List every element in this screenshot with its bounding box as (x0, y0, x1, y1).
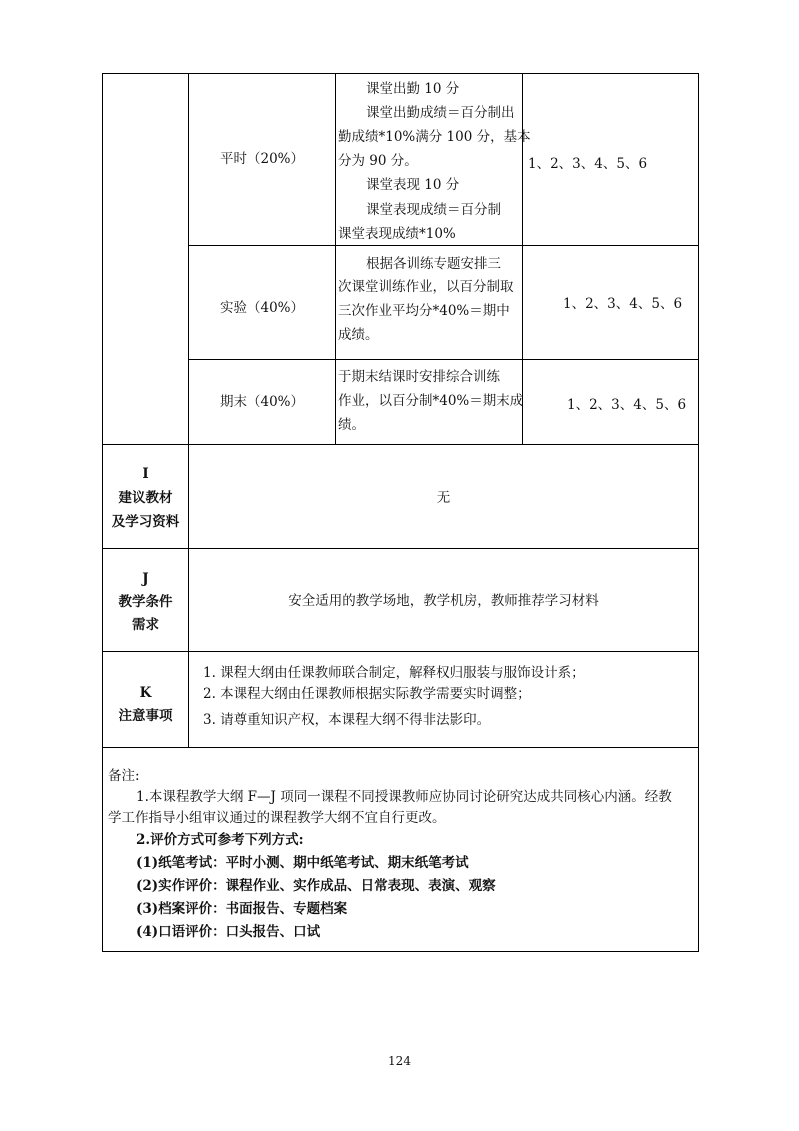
grid-hline-j (102, 548, 698, 549)
assessment-content-line: 于期末结课时安排综合训练 (338, 369, 500, 385)
assessment-content-line: 三次作业平均分*40%＝期中 (338, 303, 510, 319)
section-title: 教学条件 (118, 594, 173, 610)
notice-item: 1. 课程大纲由任课教师联合制定，解释权归服装与服饰设计系； (203, 665, 585, 681)
section-title: 需求 (132, 617, 159, 633)
grid-hline-i (102, 444, 698, 445)
assessment-content-line: 次课堂训练作业，以百分制取 (338, 279, 514, 295)
table-border-bottom (102, 951, 699, 952)
remarks-note: 1.本课程教学大纲 F—J 项同一课程不同授课教师应协同讨论研究达成共同核心内涵。经教 (136, 789, 672, 805)
assessment-objectives: 1、2、3、4、5、6 (563, 296, 683, 312)
assessment-method: (2)实作评价：课程作业、实作成品、日常表现、表演、观察 (136, 878, 496, 894)
table-border-right (698, 73, 699, 952)
assessment-label: 期末（40%） (219, 394, 304, 410)
assessment-label: 实验（40%） (219, 300, 304, 316)
section-letter: K (139, 685, 152, 701)
remarks-note-heading: 2.评价方式可参考下列方式: (136, 832, 304, 848)
assessment-content-line: 绩。 (338, 417, 365, 433)
assessment-content-line: 分为 90 分。 (338, 153, 418, 169)
assessment-label: 平时（20%） (219, 151, 304, 167)
assessment-content-line: 课堂表现成绩＝百分制 (366, 202, 501, 218)
grid-vline-2 (335, 73, 336, 444)
assessment-objectives: 1、2、3、4、5、6 (528, 156, 648, 172)
section-letter: I (142, 466, 149, 482)
grid-vline-1 (188, 73, 189, 444)
page-number: 124 (388, 1054, 411, 1068)
section-title: 建议教材 (118, 490, 173, 506)
assessment-content-line: 课堂表现 10 分 (366, 177, 460, 193)
assessment-content-line: 课堂出勤 10 分 (366, 81, 460, 97)
assessment-content-line: 根据各训练专题安排三 (366, 256, 501, 272)
remarks-note: 学工作指导小组审议通过的课程教学大纲不宜自行更改。 (108, 810, 446, 826)
grid-hline-row2 (188, 359, 698, 360)
remarks-heading: 备注: (108, 768, 140, 784)
section-i-content: 无 (436, 490, 451, 506)
table-border-top (102, 73, 698, 74)
section-title: 及学习资料 (111, 514, 180, 530)
section-letter: J (142, 571, 149, 587)
grid-hline-remarks (102, 747, 698, 748)
assessment-content-line: 成绩。 (338, 327, 379, 343)
assessment-objectives: 1、2、3、4、5、6 (567, 397, 687, 413)
notice-item: 2. 本课程大纲由任课教师根据实际教学需要实时调整； (203, 686, 531, 702)
assessment-method: (1)纸笔考试：平时小测、期中纸笔考试、期末纸笔考试 (136, 855, 469, 871)
assessment-content-line: 课堂出勤成绩＝百分制出 (366, 105, 515, 121)
assessment-content-line: 课堂表现成绩*10% (338, 226, 456, 242)
assessment-method: (4)口语评价：口头报告、口试 (136, 924, 321, 940)
assessment-method: (3)档案评价：书面报告、专题档案 (136, 901, 348, 917)
grid-hline-k (102, 651, 698, 652)
section-title: 注意事项 (118, 708, 173, 724)
assessment-content-line: 勤成绩*10%满分 100 分，基本 (338, 129, 531, 145)
section-j-content: 安全适用的教学场地，教学机房，教师推荐学习材料 (288, 593, 599, 609)
notice-item: 3. 请尊重知识产权，本课程大纲不得非法影印。 (203, 712, 491, 728)
assessment-content-line: 作业，以百分制*40%＝期末成 (338, 393, 524, 409)
